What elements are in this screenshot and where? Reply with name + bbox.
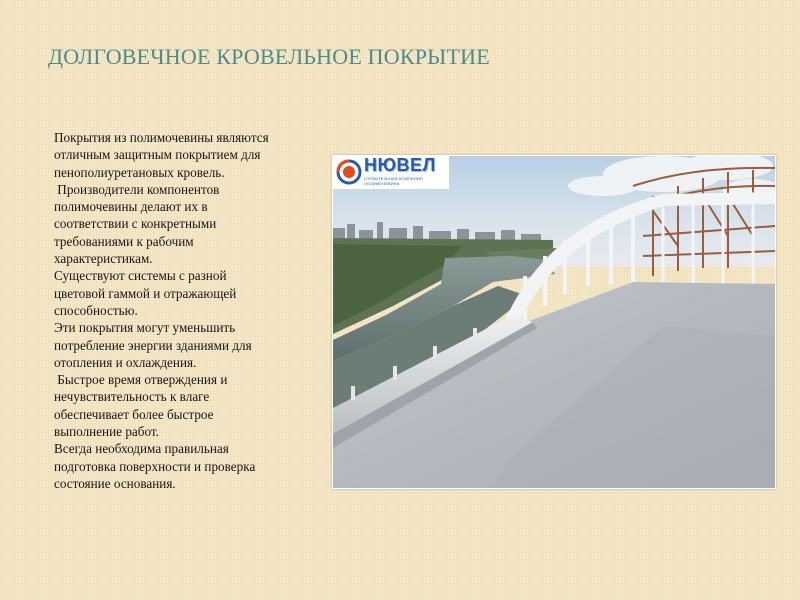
body-line: Быстрое время отверждения и [54, 372, 228, 388]
body-line: Производители компонентов [54, 181, 220, 197]
body-line: пенополиуретановых кровель. [54, 164, 225, 180]
body-line: подготовка поверхности и проверка [54, 458, 256, 474]
body-line: соответствии с конкретными [54, 216, 217, 232]
body-line: состояние основания. [54, 475, 176, 491]
body-line: способностью. [54, 302, 138, 318]
body-line: отличным защитным покрытием для [54, 147, 261, 163]
body-line: цветовой гаммой и отражающей [54, 285, 237, 301]
body-line: Существуют системы с разной [54, 268, 227, 284]
body-text [54, 129, 319, 492]
body-line: характеристикам. [54, 251, 153, 267]
body-line: нечувствительность к влаге [54, 389, 210, 405]
body-line: обеспечивает более быстрое [54, 406, 214, 422]
body-line: выполнение работ. [54, 424, 159, 440]
logo-tagline: СТРОИТЕЛЬНАЯ КОМПАНИЯ ПОЛИМОЧЕВИНА [364, 176, 423, 186]
roof-scene [333, 156, 775, 488]
logo-icon [336, 159, 362, 185]
company-logo [333, 156, 449, 189]
body-line: требованиями к рабочим [54, 233, 194, 249]
logo-brand: НЮВЕЛ [364, 155, 436, 175]
roof-photo [332, 155, 776, 489]
body-line: полимочевины делают их в [54, 199, 208, 215]
body-line: Всегда необходима правильная [54, 441, 229, 457]
body-line: отопления и охлаждения. [54, 354, 197, 370]
slide-title: ДОЛГОВЕЧНОЕ КРОВЕЛЬНОЕ ПОКРЫТИЕ [48, 44, 490, 69]
body-line: потребление энергии зданиями для [54, 337, 252, 353]
body-line: Покрытия из полимочевины являются [54, 130, 269, 145]
body-line: Эти покрытия могут уменьшить [54, 320, 236, 336]
